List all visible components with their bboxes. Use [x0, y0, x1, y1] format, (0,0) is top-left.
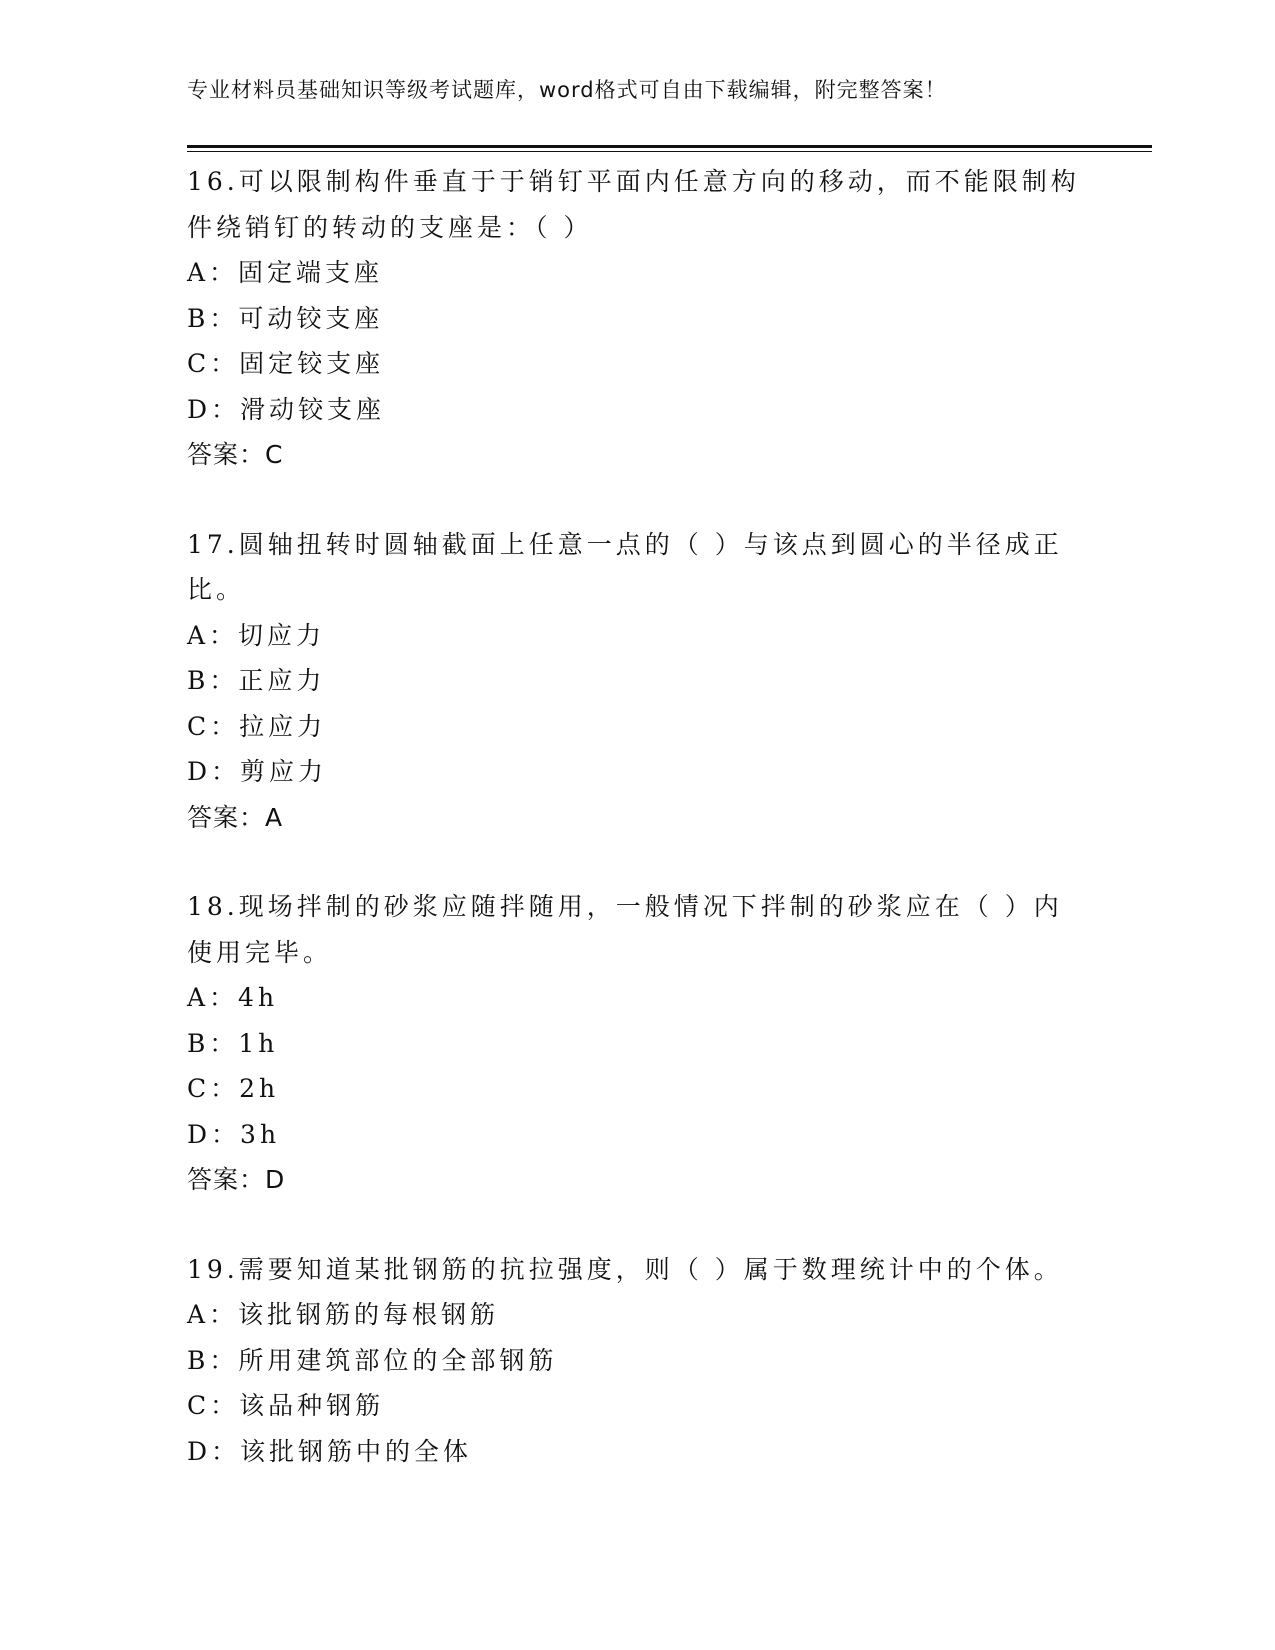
header-rule-thick	[187, 145, 1152, 148]
stem-line: 比。	[187, 575, 246, 604]
option-b: B：所用建筑部位的全部钢筋	[187, 1345, 558, 1375]
answer: 答案：C	[187, 440, 284, 469]
answer: 答案：D	[187, 1165, 286, 1194]
option-a: A：固定端支座	[187, 258, 384, 287]
question-16	[187, 159, 1087, 478]
option-c: C：该品种钢筋	[187, 1391, 385, 1420]
option-a: A：切应力	[187, 620, 326, 650]
option-b: B：正应力	[187, 666, 326, 695]
stem-line: 16.可以限制构件垂直于于销钉平面内任意方向的移动，而不能限制构	[187, 167, 1080, 196]
stem-line: 17.圆轴扭转时圆轴截面上任意一点的（ ）与该点到圆心的半径成正	[187, 529, 1063, 559]
header-rule-thin	[187, 151, 1152, 152]
stem-line: 使用完毕。	[187, 937, 333, 967]
question-stem	[187, 522, 1087, 613]
page-header: 专业材料员基础知识等级考试题库，word格式可自由下载编辑，附完整答案！	[187, 78, 947, 102]
question-18	[187, 884, 1087, 1203]
stem-line: 19.需要知道某批钢筋的抗拉强度，则（ ）属于数理统计中的个体。	[187, 1254, 1063, 1284]
option-a: A：4h	[187, 983, 279, 1012]
option-b: B：可动铰支座	[187, 303, 384, 333]
option-d: D：剪应力	[187, 757, 328, 786]
option-d: D：该批钢筋中的全体	[187, 1436, 473, 1466]
question-19	[187, 1247, 1087, 1475]
answer: 答案：A	[187, 802, 284, 832]
question-list	[187, 159, 1087, 1518]
option-c: C：固定铰支座	[187, 349, 385, 378]
question-stem	[187, 1247, 1087, 1293]
option-a: A：该批钢筋的每根钢筋	[187, 1300, 500, 1329]
question-stem	[187, 159, 1087, 250]
option-d: D：3h	[187, 1119, 281, 1149]
option-d: D：滑动铰支座	[187, 394, 386, 424]
stem-line: 件绕销钉的转动的支座是：（ ）	[187, 212, 593, 242]
option-c: C：拉应力	[187, 711, 327, 741]
question-17	[187, 522, 1087, 841]
option-b: B：1h	[187, 1028, 279, 1058]
option-c: C：2h	[187, 1074, 280, 1103]
stem-line: 18.现场拌制的砂浆应随拌随用，一般情况下拌制的砂浆应在（ ）内	[187, 892, 1063, 921]
question-stem	[187, 884, 1087, 975]
